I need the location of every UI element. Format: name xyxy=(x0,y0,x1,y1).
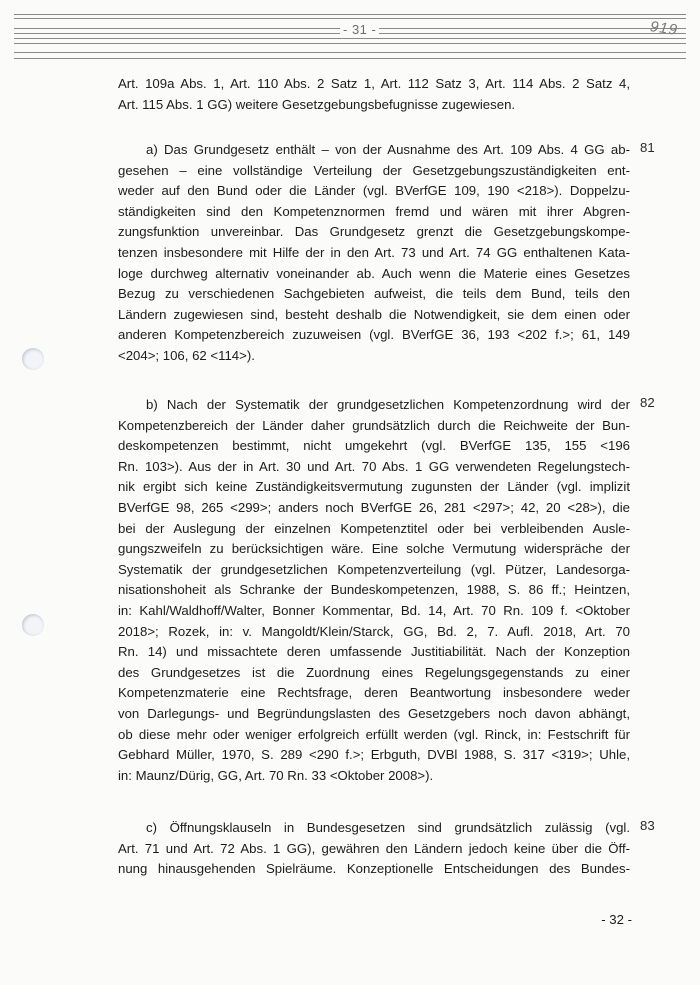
text-line: Bezug zu verschiedenen Sachgebieten aufweist, die teils dem Bund, teils den xyxy=(118,286,630,302)
text-line: bei der Auslegung der einzelnen Kompetenztitel oder bei verbleibenden Ausle- xyxy=(118,520,630,536)
text-line: 2018>; Rozek, in: v. Mangoldt/Klein/Starck, GG, Bd. 2, 7. Aufl. 2018, Art. 70 xyxy=(118,623,630,639)
text-line: loge durchweg alternativ voneinander ab. Auch wenn die Materie eines Gesetzes xyxy=(118,265,630,281)
text-line: Art. 71 und Art. 72 Abs. 1 GG), gewähren den Ländern jedoch keine über die Öff- xyxy=(118,840,630,856)
text-line: ob diese mehr oder weniger erfolgreich erfüllt werden (vgl. Rinck, in: Festschrift für xyxy=(118,726,630,742)
text-line: des Grundgesetzes ist die Zuordnung eines Regelungsgegenstands zu einer xyxy=(118,664,630,680)
text-line: Rn. 14) und missachtete deren umfassende Justitiabilität. Nach der Konzeption xyxy=(118,644,630,660)
paragraph-83 xyxy=(118,818,630,880)
text-line: von Darlegungs- und Begründungslasten des Gesetzgebers noch davon abhängt, xyxy=(118,705,630,721)
header-page-marker: - 31 - xyxy=(340,22,379,37)
text-line: Gebhard Müller, 1970, S. 289 <290 f.>; Erbguth, DVBl 1988, S. 317 <319>; Uhle, xyxy=(118,747,630,763)
text-line: b) Nach der Systematik der grundgesetzlichen Kompetenzordnung wird der xyxy=(146,397,630,412)
punch-hole-top xyxy=(22,348,44,370)
text-line: deskompetenzen bestimmt, nicht umgekehrt (vgl. BVerfGE 135, 155 <196 xyxy=(118,438,630,454)
text-line: in: Kahl/Waldhoff/Walter, Bonner Kommentar, Bd. 14, Art. 70 Rn. 109 f. <Oktober xyxy=(118,602,630,618)
text-line: BVerfGE 98, 265 <299>; anders noch BVerfGE 26, 281 <297>; 42, 20 <28>), die xyxy=(118,499,630,515)
text-line: Kompetenzbereich der Länder daher grundsätzlich durch die Reichweite der Bun- xyxy=(118,417,630,433)
margin-number-83: 83 xyxy=(640,818,655,833)
text-line: zungsfunktion unvereinbar. Das Grundgesetz grenzt die Gesetzgebungskompe- xyxy=(118,224,630,240)
text-line: Art. 109a Abs. 1, Art. 110 Abs. 2 Satz 1, Art. 112 Satz 3, Art. 114 Abs. 2 Satz 4, xyxy=(118,76,630,91)
text-line: Kompetenzmaterie eine Rechtsfrage, deren Beantwortung insbesondere weder xyxy=(118,685,630,701)
text-line: Systematik der grundgesetzlichen Kompetenzverteilung (vgl. Pützer, Landesorga- xyxy=(118,561,630,577)
paragraph-intro xyxy=(118,74,630,115)
paragraph-82 xyxy=(118,395,630,786)
text-line: nik ergibt sich keine Zuständigkeitsvermutung zugunsten der Länder (vgl. implizit xyxy=(118,479,630,495)
paragraph-81 xyxy=(118,140,630,367)
margin-number-81: 81 xyxy=(640,140,655,155)
handwritten-stamp: 919 xyxy=(648,18,680,39)
margin-number-82: 82 xyxy=(640,395,655,410)
footer-page-number: - 32 - xyxy=(601,912,632,927)
text-line: ständigkeiten sind den Kompetenznormen fremd und wären mit ihrer Abgren- xyxy=(118,203,630,219)
text-line: anderen Kompetenzbereich zuzuweisen (vgl. BVerfGE 36, 193 <202 f.>; 61, 149 xyxy=(118,327,630,343)
text-line: weder auf den Bund oder die Länder (vgl. BVerfGE 109, 190 <218>). Doppelzu- xyxy=(118,183,630,199)
text-line: gungszweifeln zu berücksichtigen wäre. Eine solche Vermutung widerspräche der xyxy=(118,541,630,557)
text-line: gesehen – eine vollständige Verteilung der Gesetzgebungszuständigkeiten ent- xyxy=(118,162,630,178)
text-line: in: Maunz/Dürig, GG, Art. 70 Rn. 33 <Oktober 2008>). xyxy=(118,767,434,783)
text-line: Art. 115 Abs. 1 GG) weitere Gesetzgebungsbefugnisse zugewiesen. xyxy=(118,96,516,112)
punch-hole-bottom xyxy=(22,614,44,636)
text-line: Ländern zugewiesen sind, besteht deshalb die Notwendigkeit, sie dem einen oder xyxy=(118,306,630,322)
text-line: nung hinausgehenden Spielräume. Konzeptionelle Entscheidungen des Bundes- xyxy=(118,861,630,877)
text-line: nisationshoheit als Schranke der Bundeskompetenzen, 1988, S. 86 ff.; Heintzen, xyxy=(118,582,630,598)
text-line: tenzen insbesondere mit Hilfe der in den Art. 73 und Art. 74 GG enthaltenen Kata- xyxy=(118,244,630,260)
text-line: a) Das Grundgesetz enthält – von der Ausnahme des Art. 109 Abs. 4 GG ab- xyxy=(146,142,630,157)
text-line: <204>; 106, 62 <114>). xyxy=(118,347,255,363)
text-line: c) Öffnungsklauseln in Bundesgesetzen sind grundsätzlich zulässig (vgl. xyxy=(146,820,630,835)
text-line: Rn. 103>). Aus der in Art. 30 und Art. 70 Abs. 1 GG verwendeten Regelungstech- xyxy=(118,458,630,474)
